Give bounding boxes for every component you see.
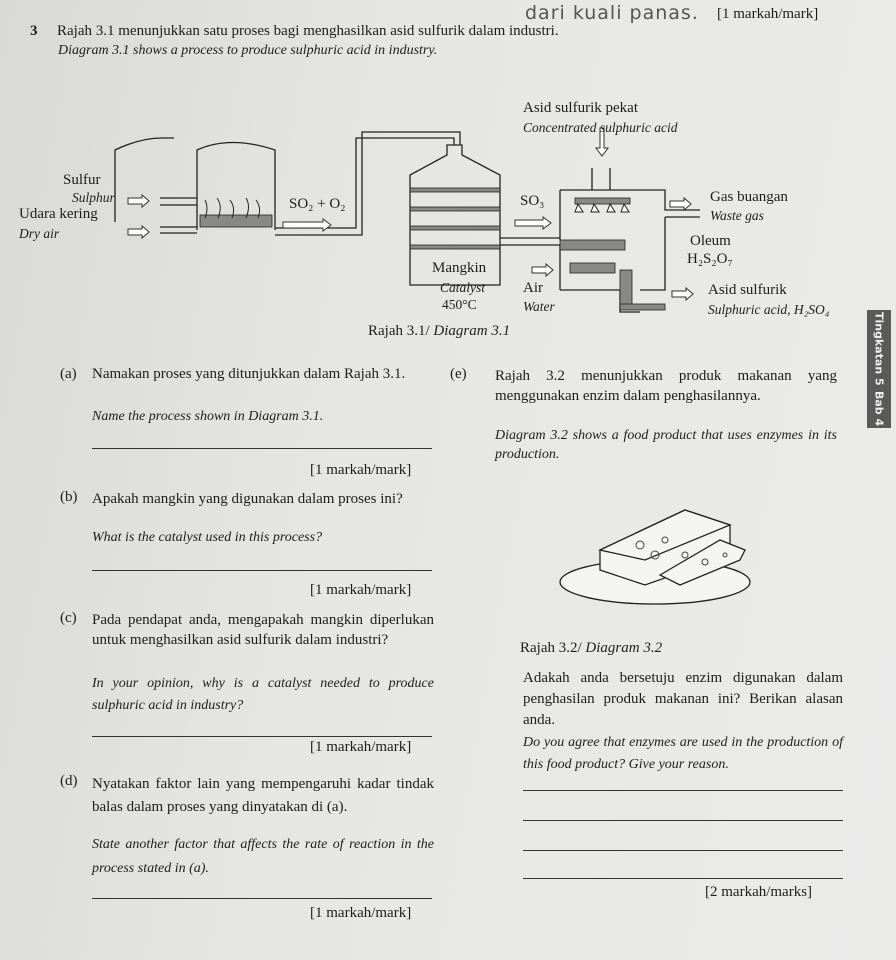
part-a-answer-line[interactable] xyxy=(92,448,432,449)
cheese-illustration xyxy=(555,500,755,620)
part-d-en: State another factor that affects the rate of reaction in the process stated in (a). xyxy=(92,837,434,876)
part-c-label: (c) xyxy=(60,610,77,626)
question-intro-ms: Rajah 3.1 menunjukkan satu proses bagi menghasilkan asid sulfurik dalam industri. xyxy=(57,23,559,39)
handwritten-answer: dari kuali panas. xyxy=(525,2,699,24)
part-d-label: (d) xyxy=(60,773,78,789)
part-a-label: (a) xyxy=(60,366,77,382)
label-dry-air: Dry air xyxy=(19,226,60,241)
part-d-answer-line[interactable] xyxy=(92,898,432,899)
question-intro-en: Diagram 3.1 shows a process to produce sulphuric acid in industry. xyxy=(58,43,438,58)
part-a-mark: [1 markah/mark] xyxy=(310,462,412,478)
chapter-side-tab: Tingkatan 5 Bab 4 xyxy=(867,310,891,428)
label-catalyst: Catalyst xyxy=(440,280,486,295)
label-temperature: 450°C xyxy=(442,297,477,312)
label-oleum-formula: H₂S₂O₇ xyxy=(687,251,733,267)
part-e-answer-line-1[interactable] xyxy=(523,790,843,791)
part-e-answer-line-2[interactable] xyxy=(523,820,843,821)
label-udara-kering: Udara kering xyxy=(19,206,98,222)
diagram-3-2-caption: Rajah 3.2/ Diagram 3.2 xyxy=(520,640,663,656)
part-e-answer-line-4[interactable] xyxy=(523,878,843,879)
part-a-ms: Namakan proses yang ditunjukkan dalam Rajah 3.1. xyxy=(92,366,406,382)
previous-mark: [1 markah/mark] xyxy=(717,6,819,22)
label-asid-sulfurik: Asid sulfurik xyxy=(708,282,787,298)
label-mangkin: Mangkin xyxy=(432,260,487,276)
part-e-mark: [2 markah/marks] xyxy=(705,884,813,900)
label-sulphuric-acid: Sulphuric acid, H₂SO₄ xyxy=(708,302,830,317)
label-sulfur: Sulfur xyxy=(63,172,101,188)
part-e-ms: Rajah 3.2 menunjukkan produk makanan yang menggunakan enzim dalam penghasilannya. xyxy=(495,368,837,404)
part-c-mark: [1 markah/mark] xyxy=(310,739,412,755)
label-oleum: Oleum xyxy=(690,233,731,249)
part-e-question-en: Do you agree that enzymes are used in the production of this food product? Give your reason. xyxy=(523,735,843,772)
part-d-ms: Nyatakan faktor lain yang mempengaruhi kadar tindak balas dalam proses yang dinyatakan di (a). xyxy=(92,776,434,815)
part-c-en: In your opinion, why is a catalyst needed to produce sulphuric acid in industry? xyxy=(92,676,434,713)
part-e-label: (e) xyxy=(450,366,467,382)
part-c-answer-line[interactable] xyxy=(92,736,432,737)
part-d-mark: [1 markah/mark] xyxy=(310,905,412,921)
label-waste-gas: Waste gas xyxy=(710,208,764,223)
label-asid-pekat: Asid sulfurik pekat xyxy=(523,100,638,116)
question-number: 3 xyxy=(30,23,38,39)
part-b-mark: [1 markah/mark] xyxy=(310,582,412,598)
part-b-en: What is the catalyst used in this process? xyxy=(92,530,323,545)
label-sulphur: Sulphur xyxy=(72,190,115,205)
label-so2-o2: SO₂ + O₂ xyxy=(289,196,346,212)
part-b-ms: Apakah mangkin yang digunakan dalam proses ini? xyxy=(92,491,403,507)
label-so3: SO₃ xyxy=(520,193,545,209)
part-e-question-ms: Adakah anda bersetuju enzim digunakan dalam penghasilan produk makanan ini? Berikan alasan anda. xyxy=(523,670,843,728)
part-e-en: Diagram 3.2 shows a food product that uses enzymes in its production. xyxy=(495,428,837,462)
part-e-answer-line-3[interactable] xyxy=(523,850,843,851)
label-gas-buangan: Gas buangan xyxy=(710,189,788,205)
part-a-en: Name the process shown in Diagram 3.1. xyxy=(92,409,324,424)
diagram-3-1-caption: Rajah 3.1/ Diagram 3.1 xyxy=(368,323,511,339)
label-air: Air xyxy=(523,280,543,296)
label-water: Water xyxy=(523,299,555,314)
part-b-answer-line[interactable] xyxy=(92,570,432,571)
label-concentrated-acid: Concentrated sulphuric acid xyxy=(523,120,678,135)
part-c-ms: Pada pendapat anda, mengapakah mangkin diperlukan untuk menghasilkan asid sulfurik dalam industri? xyxy=(92,612,434,648)
part-b-label: (b) xyxy=(60,489,78,505)
